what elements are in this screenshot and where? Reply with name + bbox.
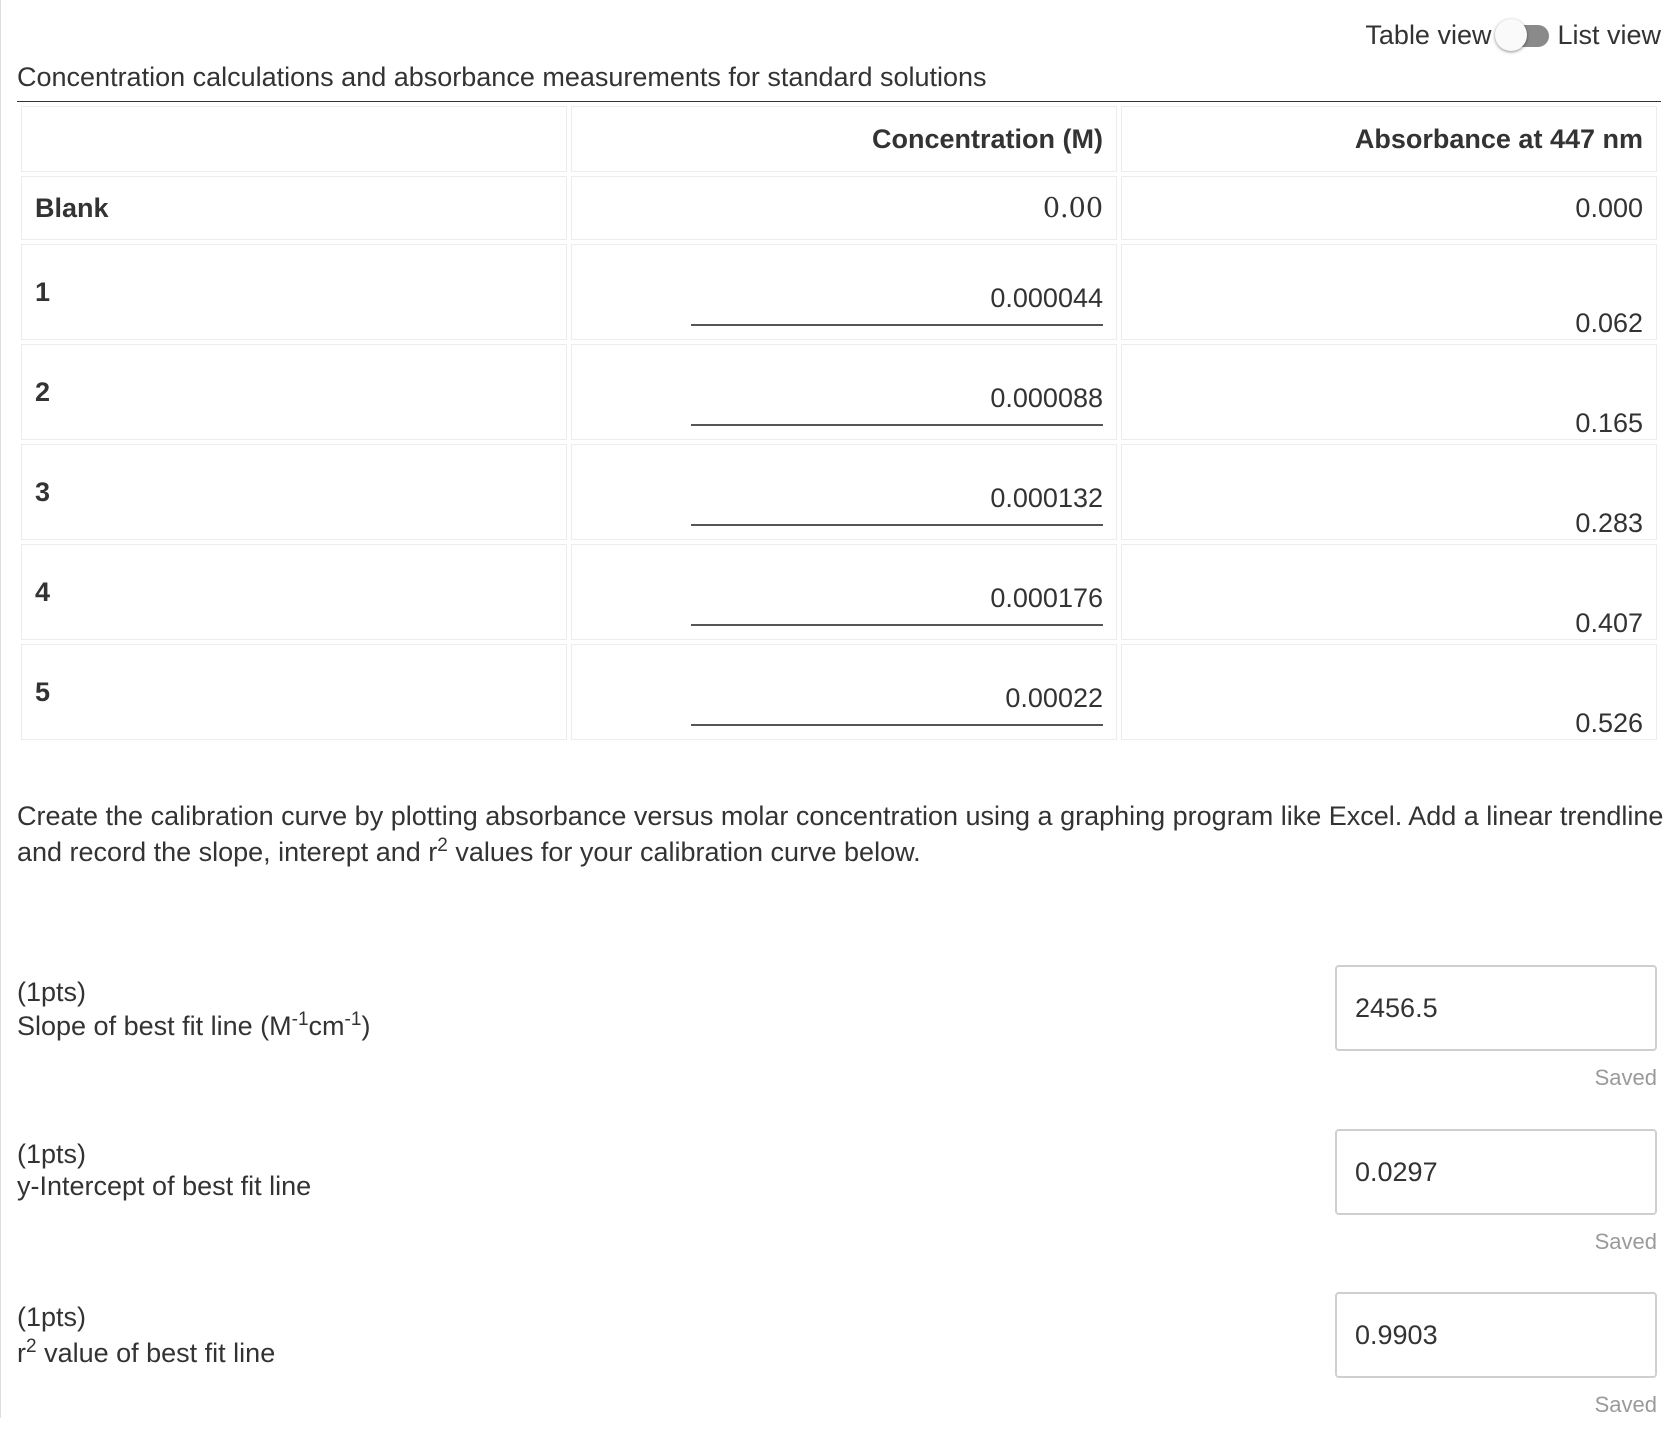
label-superscript: -1 [344, 1009, 362, 1030]
absorbance-value: 0.165 [1121, 344, 1657, 440]
row-label: Blank [21, 176, 567, 240]
instructions-part-1: Create the calibration curve by plotting absorbance versus molar concentration using a graphing program like Excel. Add a linear trendline and record the slope, interept and r [17, 801, 1664, 867]
table-header-row [21, 106, 1657, 172]
table-caption: Concentration calculations and absorbance measurements for standard solutions [17, 62, 987, 92]
label-text: ) [361, 1011, 371, 1041]
label-superscript: 2 [26, 1336, 37, 1357]
instructions-superscript: 2 [437, 835, 448, 856]
label-text: r [17, 1338, 26, 1368]
header-label [21, 106, 567, 172]
standards-table [17, 102, 1661, 744]
view-toggle [1365, 16, 1661, 54]
row-label: 4 [21, 544, 567, 640]
question-slope [17, 965, 1661, 1105]
saved-status: Saved [1594, 1392, 1657, 1417]
absorbance-value: 0.526 [1121, 644, 1657, 740]
table-row [21, 444, 1657, 540]
table-row [21, 344, 1657, 440]
concentration-input[interactable]: 0.000088 [691, 383, 1103, 426]
concentration-value: 0.00 [571, 176, 1117, 240]
table-row [21, 544, 1657, 640]
table-row [21, 644, 1657, 740]
row-label: 2 [21, 344, 567, 440]
list-view-label[interactable]: List view [1557, 19, 1661, 50]
question-label: y-Intercept of best fit line [17, 1171, 312, 1201]
question-r-squared [17, 1292, 1661, 1432]
concentration-input[interactable]: 0.000176 [691, 583, 1103, 626]
question-intercept [17, 1129, 1661, 1269]
table-view-label[interactable]: Table view [1365, 19, 1492, 50]
header-concentration: Concentration (M) [571, 106, 1117, 172]
view-toggle-switch[interactable] [1495, 16, 1553, 54]
question-label [17, 1011, 370, 1042]
question-points: (1pts) [17, 1302, 87, 1332]
table-row [21, 176, 1657, 240]
concentration-cell [571, 244, 1117, 340]
saved-status: Saved [1594, 1065, 1657, 1090]
label-superscript: -1 [291, 1009, 309, 1030]
row-label: 1 [21, 244, 567, 340]
saved-status: Saved [1594, 1229, 1657, 1254]
instructions-text [17, 798, 1667, 870]
header-absorbance: Absorbance at 447 nm [1121, 106, 1657, 172]
absorbance-value: 0.062 [1121, 244, 1657, 340]
row-label: 3 [21, 444, 567, 540]
label-text: value of best fit line [36, 1338, 276, 1368]
concentration-input[interactable]: 0.000132 [691, 483, 1103, 526]
concentration-cell [571, 344, 1117, 440]
table-row [21, 244, 1657, 340]
absorbance-value: 0.283 [1121, 444, 1657, 540]
question-points: (1pts) [17, 1139, 87, 1169]
row-label: 5 [21, 644, 567, 740]
concentration-cell [571, 544, 1117, 640]
concentration-cell [571, 644, 1117, 740]
question-points: (1pts) [17, 977, 87, 1007]
absorbance-value: 0.407 [1121, 544, 1657, 640]
concentration-input[interactable]: 0.00022 [691, 683, 1103, 726]
absorbance-value: 0.000 [1121, 176, 1657, 240]
label-text: cm [308, 1011, 345, 1041]
slope-input[interactable]: 2456.5 [1335, 965, 1657, 1051]
r-squared-input[interactable]: 0.9903 [1335, 1292, 1657, 1378]
concentration-cell [571, 444, 1117, 540]
intercept-input[interactable]: 0.0297 [1335, 1129, 1657, 1215]
concentration-input[interactable]: 0.000044 [691, 283, 1103, 326]
question-label [17, 1338, 275, 1369]
label-text: Slope of best fit line (M [17, 1011, 292, 1041]
instructions-part-2: values for your calibration curve below. [447, 837, 921, 867]
